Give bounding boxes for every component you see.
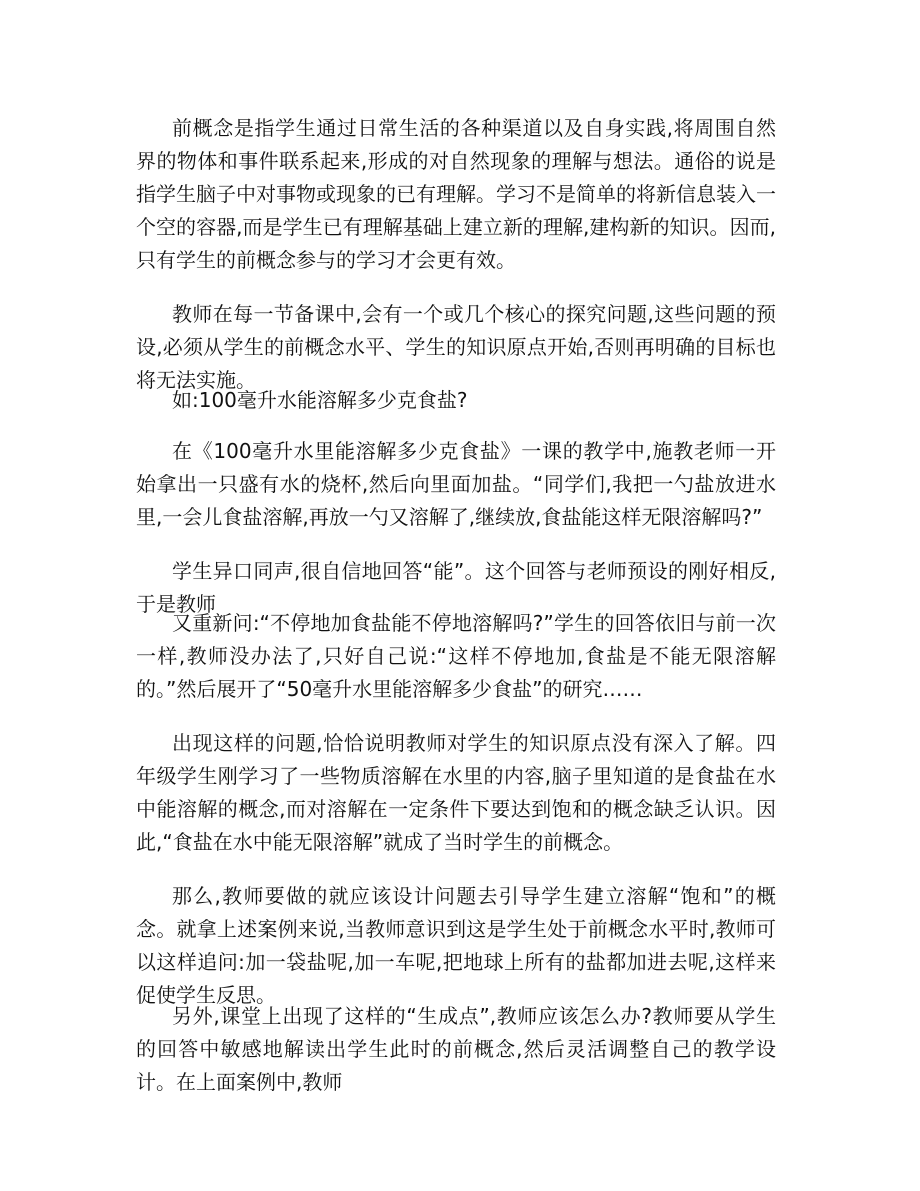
paragraph-example-question: 如:100毫升水能溶解多少克食盐?	[172, 388, 468, 412]
paragraph-teacher-preparation: 教师在每一节备课中,会有一个或几个核心的探究问题,这些问题的预设,必须从学生的前概念水平、学生的知识原点开始,否则再明确的目标也将无法实施。	[136, 302, 776, 392]
paragraph-teacher-follow-up: 又重新问:“不停地加食盐能不停地溶解吗?”学生的回答依旧与前一次一样,教师没办法了,只好自己说:“这样不停地加,食盐是不能无限溶解的。”然后展开了“50毫升水里能溶解多少食盐”的研究……	[136, 611, 776, 701]
paragraph-student-answer: 学生异口同声,很自信地回答“能”。这个回答与老师预设的刚好相反,于是教师	[136, 559, 776, 616]
paragraph-preconcept-definition: 前概念是指学生通过日常生活的各种渠道以及自身实践,将周围自然界的物体和事件联系起来,形成的对自然现象的理解与想法。通俗的说是指学生脑子中对事物或现象的已有理解。学习不是简单的将新信息装入一个空的容器,而是学生已有理解基础上建立新的理解,建构新的知识。因而,只有学生的前概念参与的学习才会更有效。	[136, 116, 776, 272]
paragraph-lesson-case: 在《100毫升水里能溶解多少克食盐》一课的教学中,施教老师一开始拿出一只盛有水的烧杯,然后向里面加盐。“同学们,我把一勺盐放进水里,一会儿食盐溶解,再放一勺又溶解了,继续放,食盐能这样无限溶解吗?”	[136, 439, 776, 529]
paragraph-generation-point: 另外,课堂上出现了这样的“生成点”,教师应该怎么办?教师要从学生的回答中敏感地解读出学生此时的前概念,然后灵活调整自己的教学设计。在上面案例中,教师	[136, 1004, 776, 1094]
paragraph-saturation-guidance: 那么,教师要做的就应该设计问题去引导学生建立溶解“饱和”的概念。就拿上述案例来说,当教师意识到这是学生处于前概念水平时,教师可以这样追问:加一袋盐呢,加一车呢,把地球上所有的盐都加进去呢,这样来促使学生反思。	[136, 884, 776, 1007]
paragraph-analysis: 出现这样的问题,恰恰说明教师对学生的知识原点没有深入了解。四年级学生刚学习了一些物质溶解在水里的内容,脑子里知道的是食盐在水中能溶解的概念,而对溶解在一定条件下要达到饱和的概念缺乏认识。因此,“食盐在水中能无限溶解”就成了当时学生的前概念。	[136, 731, 776, 854]
